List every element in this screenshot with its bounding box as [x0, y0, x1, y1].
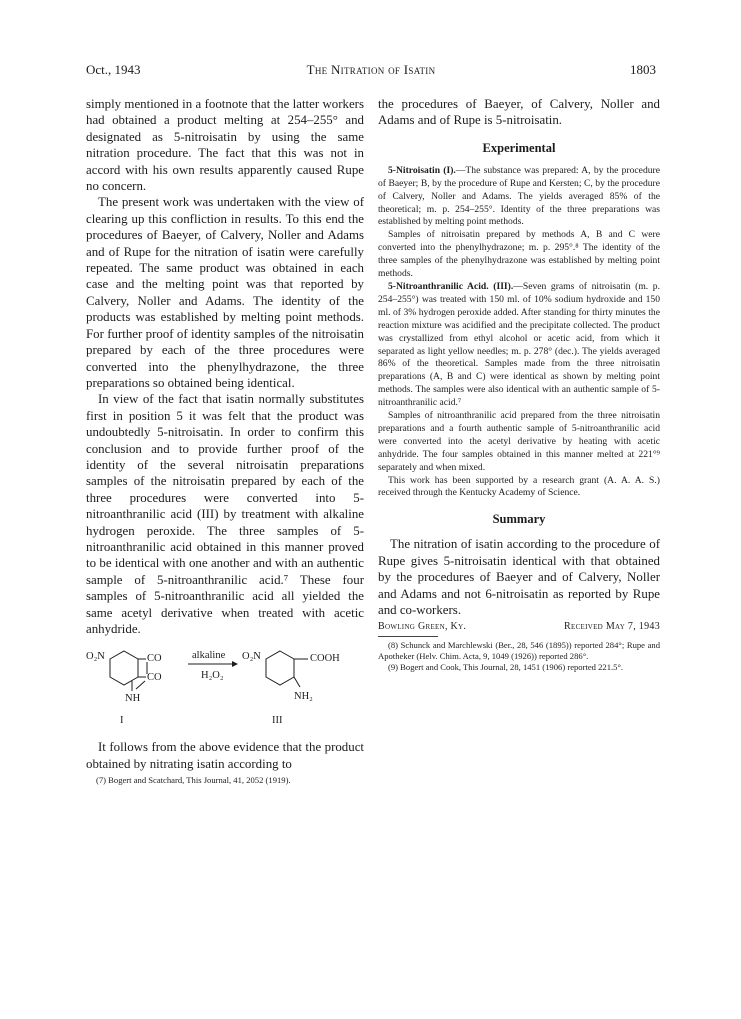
reaction-scheme	[86, 645, 364, 733]
footnote-7: (7) Bogert and Scatchard, This Journal, 41, 2052 (1919).	[96, 775, 291, 786]
anthranilic-nh2-label: NH₂	[294, 691, 313, 703]
experimental-paragraph: This work has been supported by a research grant (A. A. A. S.) received through the Kentucky Academy of Science.	[378, 474, 660, 499]
isatin-no2-label: O₂N	[86, 651, 105, 663]
paragraph: It follows from the above evidence that the product obtained by nitrating isatin according to	[86, 740, 364, 771]
experimental-paragraph	[378, 165, 660, 230]
summary-heading: Summary	[492, 512, 546, 527]
reaction-scheme-drawing	[86, 645, 364, 733]
institution-location: Bowling Green, Ky.	[378, 621, 467, 633]
experimental-paragraph: Samples of nitroisatin prepared by methods A, B and C were converted into the phenylhydrazone; m. p. 295°.⁸ The identity of the three samples of the phenylhydrazone was established by melting point methods.	[378, 229, 660, 280]
experimental-heading: Experimental	[482, 140, 556, 155]
anthranilic-benzene-ring	[266, 651, 294, 685]
footnote-8: (8) Schunck and Marchlewski (Ber., 28, 546 (1895)) reported 284°; Rupe and Apotheker (Helv. Chim. Acta, 9, 1049 (1926)) reported 286°.	[378, 640, 660, 662]
reagent-alkaline: alkaline	[192, 650, 226, 662]
isatin-nh-label: NH	[125, 693, 141, 705]
reagent-h2o2: H₂O₂	[201, 670, 224, 682]
run-in-heading: 5-Nitroanthranilic Acid. (III).	[388, 280, 514, 292]
address-line	[378, 621, 660, 632]
isatin-co-top-label: CO	[147, 653, 162, 665]
summary-paragraph: The nitration of isatin according to the procedure of Rupe gives 5-nitroisatin identical with that obtained by the procedures of Baeyer and of Calvery, Noller and Adams and not 6-nitroisatin as reported by Rupe and co-workers.	[378, 537, 660, 617]
paragraph: the procedures of Baeyer, of Calvery, Noller and Adams and of Rupe is 5-nitroisatin.	[378, 97, 660, 128]
anthranilic-no2-label: O₂N	[242, 651, 261, 663]
page-number: 1803	[630, 62, 656, 77]
paragraph-text: —The substance was prepared: A, by the procedure of Baeyer; B, by the procedure of Rupe and Kersten; C, by the procedure of Calvery, Noller and Adams. The yields averaged 85% of the theoretical; m. p. 254–255°. Identity of the three preparations was established by melting point methods.	[378, 164, 660, 228]
footnote-rule	[378, 636, 438, 637]
experimental-paragraph: Samples of nitroanthranilic acid prepared from the three nitroisatin preparations and a fourth authentic sample of 5-nitroanthranilic acid were converted into the acetyl derivative by heating with acetic anhydride. The four samples obtained in this manner melted at 221°⁹ separately and when mixed.	[378, 410, 660, 473]
anthranilic-cooh-label: COOH	[310, 653, 340, 665]
paragraph: simply mentioned in a footnote that the latter workers had obtained a product melting at 254–255° and designated as 5-nitroisatin by using the same nitration procedure. The fact that this was not in accord with his own results apparently caused Rupe no concern.	[86, 97, 364, 194]
received-date: Received May 7, 1943	[564, 621, 660, 633]
paragraph: In view of the fact that isatin normally substitutes first in position 5 it was felt that the product was undoubtedly 5-nitroisatin. In order to confirm this conclusion and to provide further proof of the identity of the several nitroisatin preparations samples of the nitroisatin prepared by each of the three procedures were converted into 5-nitroanthranilic acid (III) by treatment with alkaline hydrogen peroxide. The three samples of 5-nitroanthranilic acid obtained in this manner proved to be identical with one another and with an authentic sample of 5-nitroanthranilic acid.⁷ These four samples of 5-nitroanthranilic acid all yielded the same acetyl derivative when treated with acetic anhydride.	[86, 392, 364, 636]
reaction-arrowhead	[232, 661, 238, 667]
compound-label-i: I	[120, 715, 124, 727]
paragraph-text: —Seven grams of nitroisatin (m. p. 254–255°) was treated with 150 ml. of 10% sodium hydroxide and 150 ml. of 3% hydrogen peroxide added. After standing for thirty minutes the reaction mixture was acidified and the precipitate collected. The product was crystallized from ethyl alcohol or acetic acid, from which it separated as light yellow needles; m. p. 278° (dec.). The yields averaged 86% of the theoretical. Samples made from the three nitroisatin preparations (A, B and C) were identical as shown by melting point methods. The samples were also identical with an authentic sample of 5-nitroanthranilic acid.⁷	[378, 280, 661, 409]
running-header	[86, 62, 656, 82]
left-column	[86, 96, 364, 786]
running-title: The Nitration of Isatin	[306, 62, 436, 77]
isatin-co-bottom-label: CO	[147, 672, 162, 684]
issue-date: Oct., 1943	[86, 62, 141, 77]
paragraph: The present work was undertaken with the view of clearing up this confliction in results. To this end the procedures of Baeyer, of Calvery, Noller and Adams and of Rupe for the nitration of isatin were carefully repeated. The same product was obtained in each case and the melting point was that reported by Calvery, Noller and Adams. The identity of the products was established by melting point methods. For further proof of identity samples of the nitroisatin prepared by each of the three procedures were converted into the phenylhydrazone, the three preparations so obtained being identical.	[86, 195, 364, 390]
footnote-9: (9) Bogert and Cook, This Journal, 28, 1451 (1906) reported 221.5°.	[388, 662, 624, 673]
run-in-heading: 5-Nitroisatin (I).	[388, 164, 456, 176]
compound-label-iii: III	[272, 715, 283, 727]
right-column	[378, 96, 660, 673]
experimental-paragraph	[378, 281, 660, 410]
isatin-benzene-ring	[110, 651, 138, 685]
